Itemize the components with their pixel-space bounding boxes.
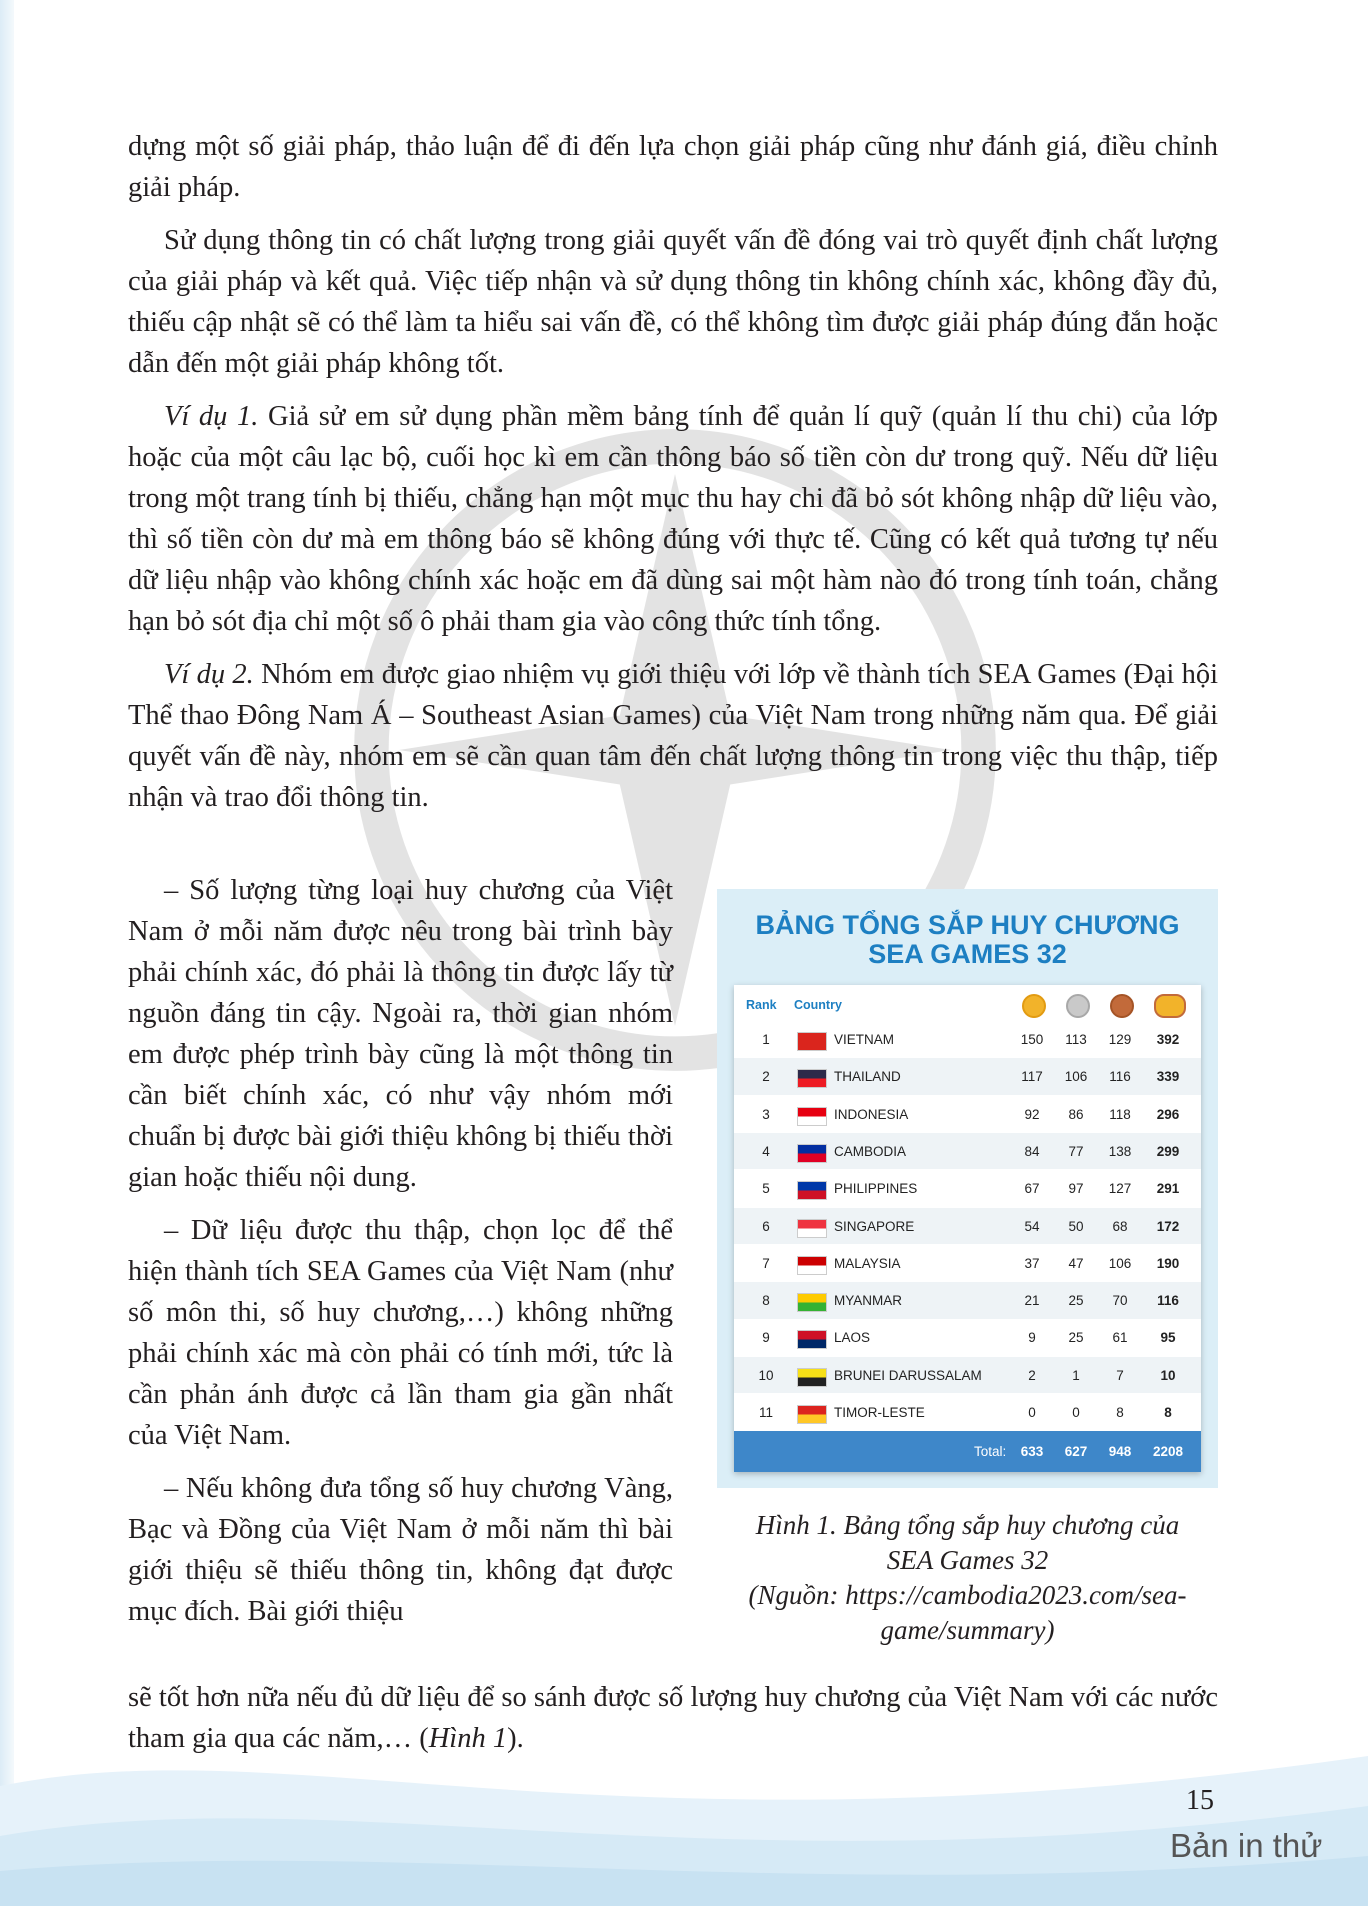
rank-cell: 7	[762, 1255, 770, 1271]
total-cell: 190	[1156, 1255, 1180, 1271]
paragraph: Ví dụ 2. Nhóm em được giao nhiệm vụ giới thiệu với lớp về thành tích SEA Games (Đại hội Thể thao Đông Nam Á – Southeast Asian Games) của Việt Nam trong những năm qua. Để giải quyết vấn đề này, nhóm em sẽ cần quan tâm đến chất lượng thông tin trong việc thu thập, tiếp nhận và trao đổi thông tin.	[128, 659, 1218, 813]
total-cell: 296	[1156, 1106, 1180, 1122]
bronze-cell: 70	[1112, 1293, 1128, 1309]
gold-cell: 67	[1024, 1181, 1040, 1197]
table-row	[734, 1245, 1201, 1282]
flag-icon	[797, 1181, 827, 1200]
gold-cell: 21	[1024, 1293, 1040, 1309]
table-row	[734, 1058, 1201, 1095]
rank-cell: 8	[762, 1293, 770, 1309]
silver-cell: 25	[1068, 1293, 1084, 1309]
page-edge	[0, 0, 14, 1906]
paragraph: – Số lượng từng loại huy chương của Việt Nam ở mỗi năm được nêu trong bài trình bày phải chính xác, đó phải là thông tin được lấy từ nguồn đáng tin cậy. Ngoài ra, thời gian nhóm em được phép trình bày cũng là một thông tin cần biết chính xác, có như vậy nhóm mới chuẩn bị được bài giới thiệu không bị thiếu thời gian hoặc thiếu nội dung.	[128, 875, 673, 1193]
silver-cell: 25	[1068, 1330, 1084, 1346]
bronze-cell: 118	[1109, 1106, 1131, 1122]
paragraph: – Nếu không đưa tổng số huy chương Vàng, Bạc và Đồng của Việt Nam ở mỗi năm thì bài giới thiệu sẽ thiếu thông tin, không đạt được mục đích. Bài giới thiệu	[128, 1473, 673, 1627]
silver-cell: 0	[1072, 1405, 1080, 1420]
bronze-cell: 8	[1116, 1405, 1124, 1420]
silver-cell: 86	[1068, 1106, 1084, 1122]
rank-header: Rank	[746, 998, 777, 1012]
flag-icon	[797, 1032, 827, 1051]
country-cell: TIMOR-LESTE	[834, 1405, 925, 1420]
table-row	[734, 1096, 1201, 1133]
gold-medal-icon	[1022, 994, 1046, 1018]
body-text-column	[128, 870, 673, 1632]
country-cell: CAMBODIA	[834, 1143, 907, 1159]
total-cell: 339	[1156, 1069, 1180, 1085]
flag-icon	[797, 1368, 827, 1387]
country-cell: BRUNEI DARUSSALAM	[834, 1367, 982, 1383]
medal-table	[734, 985, 1201, 1472]
silver-cell: 50	[1068, 1218, 1084, 1234]
rank-cell: 3	[762, 1106, 770, 1122]
flag-icon	[797, 1219, 827, 1238]
total-cell: 291	[1156, 1181, 1180, 1197]
rank-cell: 6	[762, 1218, 770, 1234]
gold-cell: 37	[1024, 1255, 1040, 1271]
country-cell: LAOS	[834, 1330, 871, 1346]
total-cell: 8	[1164, 1405, 1172, 1420]
draft-label: Bản in thử	[1170, 1827, 1323, 1864]
gold-cell: 150	[1020, 1032, 1044, 1047]
paragraph: – Dữ liệu được thu thập, chọn lọc để thể hiện thành tích SEA Games của Việt Nam (như số môn thi, số huy chương,…) không những phải chính xác mà còn phải có tính mới, tức là cần phản ánh được cả lần tham gia gần nhất của Việt Nam.	[128, 1215, 673, 1451]
total-bronze: 948	[1108, 1444, 1132, 1459]
paragraph: Ví dụ 1. Giả sử em sử dụng phần mềm bảng tính để quản lí quỹ (quản lí thu chi) của lớp hoặc của một câu lạc bộ, cuối học kì em cần thông báo số tiền còn dư trong quỹ. Nếu dữ liệu trong một trang tính bị thiếu, chẳng hạn một mục thu hay chi đã bỏ sót không nhập dữ liệu vào, thì số tiền còn dư mà em thông báo sẽ không đúng với thực tế. Cũng có kết quả tương tự nếu dữ liệu nhập vào không chính xác hoặc em đã dùng sai một hàm nào đó trong tính toán, chẳng hạn bỏ sót địa chỉ một số ô phải tham gia vào công thức tính tổng.	[128, 401, 1219, 637]
total-label: Total:	[974, 1444, 1007, 1459]
table-header	[734, 985, 1201, 1021]
total-gold: 633	[1020, 1444, 1044, 1459]
rank-cell: 4	[762, 1143, 770, 1159]
total-all: 2208	[1152, 1444, 1184, 1459]
total-cell: 116	[1157, 1293, 1179, 1309]
gold-cell: 54	[1024, 1218, 1040, 1234]
country-header: Country	[794, 998, 842, 1012]
flag-icon	[797, 1405, 827, 1424]
gold-cell: 0	[1028, 1405, 1036, 1420]
flag-icon	[797, 1256, 827, 1275]
flag-icon	[797, 1293, 827, 1312]
paragraph: dựng một số giải pháp, thảo luận để đi đến lựa chọn giải pháp cũng như đánh giá, điều chỉnh giải pháp.	[128, 131, 1218, 203]
table-row	[734, 1208, 1201, 1245]
medal-table-figure	[717, 889, 1218, 1488]
total-cell: 392	[1156, 1032, 1180, 1047]
gold-cell: 117	[1021, 1069, 1043, 1085]
silver-medal-icon	[1066, 994, 1090, 1018]
table-row	[734, 1319, 1201, 1356]
gold-cell: 84	[1024, 1143, 1040, 1159]
country-cell: MYANMAR	[834, 1293, 903, 1309]
total-cell: 299	[1156, 1143, 1180, 1159]
silver-cell: 113	[1065, 1032, 1087, 1047]
silver-cell: 106	[1064, 1069, 1088, 1085]
country-cell: VIETNAM	[834, 1032, 895, 1047]
bronze-cell: 7	[1116, 1367, 1124, 1383]
bronze-medal-icon	[1110, 994, 1134, 1018]
table-row	[734, 1170, 1201, 1207]
body-text-top	[128, 126, 1218, 830]
country-cell: THAILAND	[834, 1069, 901, 1085]
silver-cell: 47	[1068, 1255, 1084, 1271]
flag-icon	[797, 1107, 827, 1126]
rank-cell: 9	[762, 1330, 770, 1346]
total-cell: 10	[1160, 1367, 1176, 1383]
silver-cell: 77	[1068, 1143, 1084, 1159]
bronze-cell: 127	[1108, 1181, 1132, 1197]
figure-caption: Hình 1. Bảng tổng sắp huy chương của SEA Games 32 (Nguồn: https://cambodia2023.com/sea- game/summary)	[748, 1510, 1187, 1645]
bronze-cell: 138	[1108, 1143, 1132, 1159]
table-row	[734, 1357, 1201, 1394]
country-cell: MALAYSIA	[834, 1255, 901, 1271]
rank-cell: 11	[758, 1405, 773, 1420]
rank-cell: 10	[758, 1367, 774, 1383]
body-text-tail: sẽ tốt hơn nữa nếu đủ dữ liệu để so sánh được số lượng huy chương của Việt Nam với các nước tham gia qua các năm,… (Hình 1).	[128, 1682, 1218, 1754]
bronze-cell: 129	[1108, 1032, 1132, 1047]
country-cell: SINGAPORE	[834, 1218, 915, 1234]
gold-cell: 9	[1028, 1330, 1036, 1346]
table-row	[734, 1394, 1201, 1431]
table-footer	[734, 1431, 1201, 1472]
table-row	[734, 1282, 1201, 1319]
rank-cell: 1	[762, 1032, 770, 1047]
country-cell: INDONESIA	[834, 1106, 909, 1122]
total-medals-icon	[1154, 994, 1186, 1018]
bronze-cell: 68	[1112, 1218, 1128, 1234]
gold-cell: 92	[1024, 1106, 1040, 1122]
silver-cell: 1	[1072, 1367, 1080, 1383]
rank-cell: 2	[762, 1069, 770, 1085]
total-cell: 95	[1160, 1330, 1176, 1346]
total-cell: 172	[1156, 1218, 1180, 1234]
page-number: 15	[1186, 1785, 1214, 1816]
table-row	[734, 1133, 1201, 1170]
flag-icon	[797, 1330, 827, 1349]
country-cell: PHILIPPINES	[834, 1181, 918, 1197]
rank-cell: 5	[762, 1181, 770, 1197]
silver-cell: 97	[1068, 1181, 1084, 1197]
flag-icon	[797, 1069, 827, 1088]
bronze-cell: 61	[1112, 1330, 1128, 1346]
total-silver: 627	[1064, 1444, 1088, 1459]
table-row	[734, 1021, 1201, 1058]
flag-icon	[797, 1144, 827, 1163]
gold-cell: 2	[1028, 1367, 1036, 1383]
paragraph: Sử dụng thông tin có chất lượng trong giải quyết vấn đề đóng vai trò quyết định chất lượng của giải pháp và kết quả. Việc tiếp nhận và sử dụng thông tin không chính xác, không đầy đủ, thiếu cập nhật sẽ có thể làm ta hiểu sai vấn đề, có thể không tìm được giải pháp đúng đắn hoặc dẫn đến một giải pháp không tốt.	[128, 225, 1218, 379]
bronze-cell: 116	[1109, 1069, 1131, 1085]
figure-title: BẢNG TỔNG SẮP HUY CHƯƠNG SEA GAMES 32	[755, 910, 1180, 969]
bronze-cell: 106	[1108, 1255, 1132, 1271]
